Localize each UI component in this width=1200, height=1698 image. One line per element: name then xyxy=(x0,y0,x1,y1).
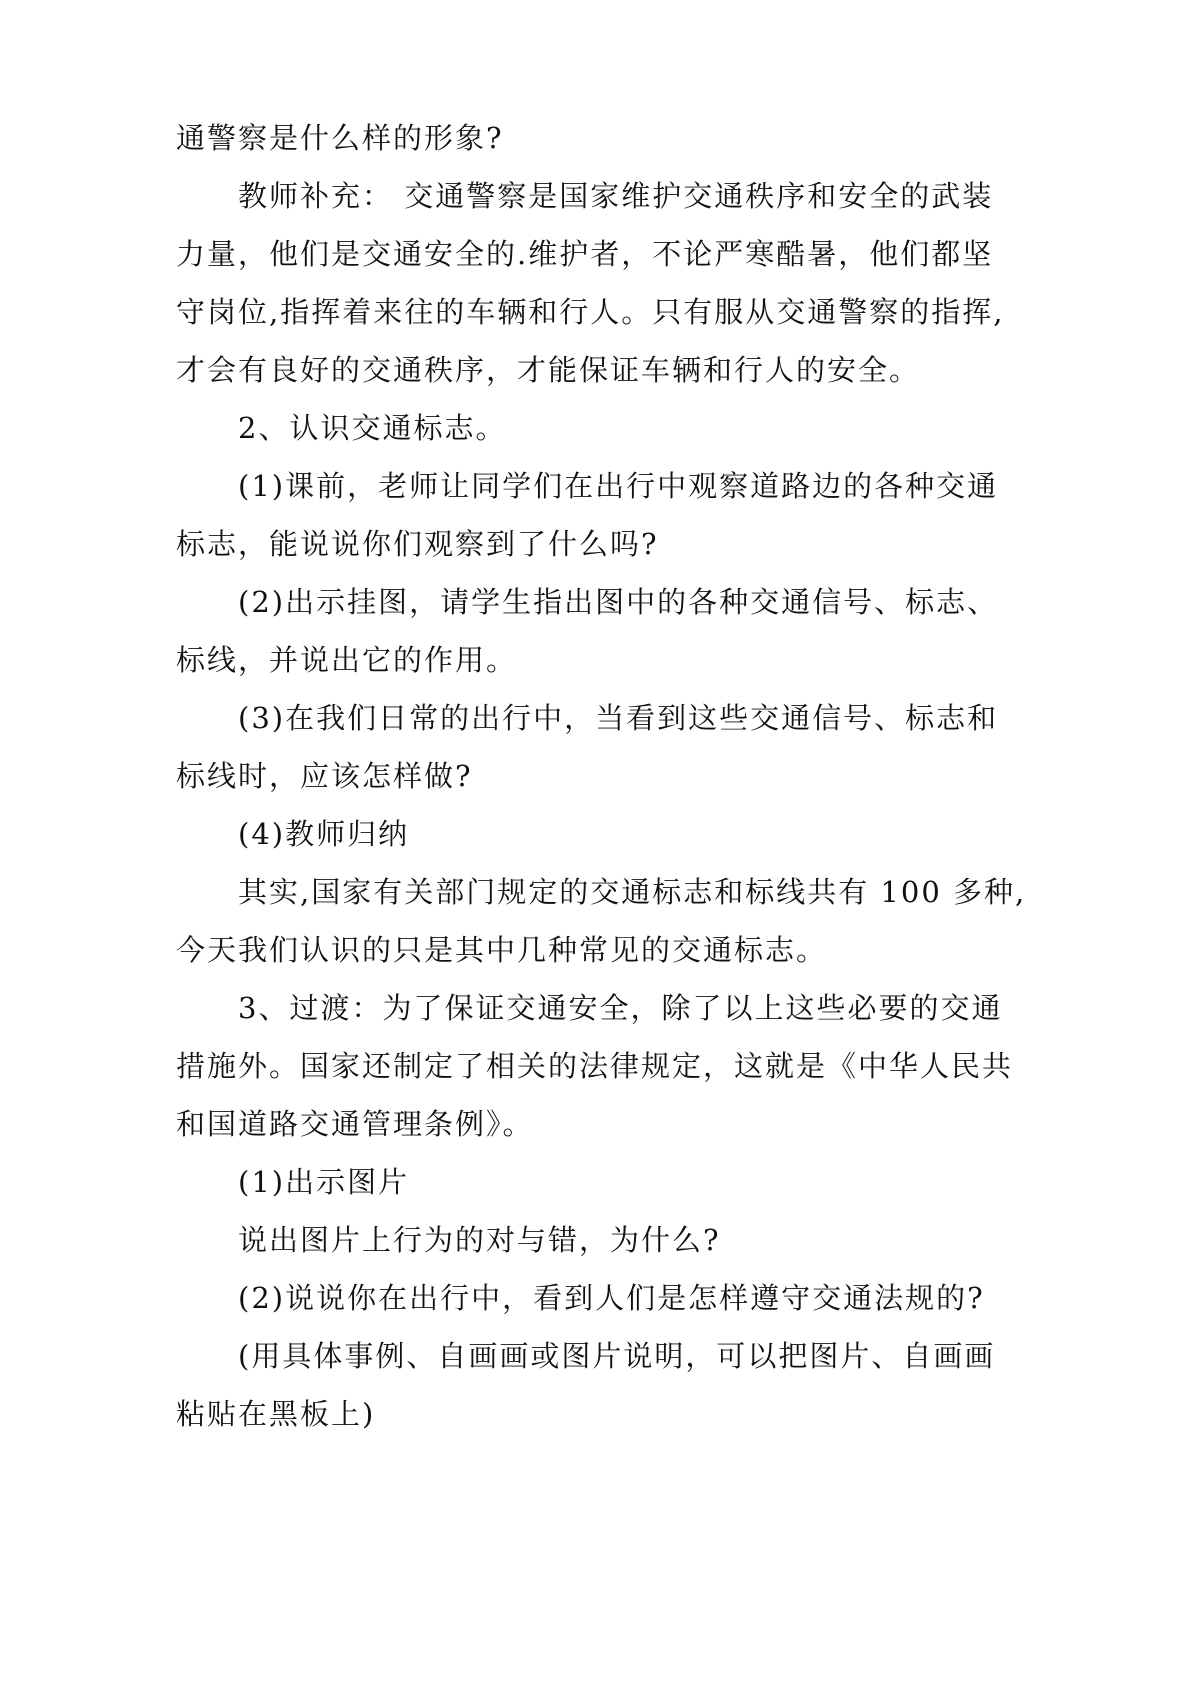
text-line: 通警察是什么样的形象? xyxy=(176,121,504,155)
text-line: 2、认识交通标志。 xyxy=(238,411,507,445)
text-line: (1)出示图片 xyxy=(238,1165,410,1199)
text-line: 今天我们认识的只是其中几种常见的交通标志。 xyxy=(176,933,828,967)
text-line: 说出图片上行为的对与错，为什么? xyxy=(238,1223,721,1257)
text-line: 标线时，应该怎样做? xyxy=(176,759,473,793)
text-line: 标志，能说说你们观察到了什么吗? xyxy=(176,527,659,561)
text-line: 和国道路交通管理条例》。 xyxy=(176,1107,534,1141)
text-line: 才会有良好的交通秩序，才能保证车辆和行人的安全。 xyxy=(176,353,921,387)
text-line: 措施外。国家还制定了相关的法律规定，这就是《中华人民共 xyxy=(176,1049,1014,1083)
text-line: 守岗位,指挥着来往的车辆和行人。只有服从交通警察的指挥, xyxy=(176,295,1005,329)
text-line: 标线，并说出它的作用。 xyxy=(176,643,518,677)
text-line: (1)课前，老师让同学们在出行中观察道路边的各种交通 xyxy=(238,469,999,503)
text-line: 教师补充： 交通警察是国家维护交通秩序和安全的武装 xyxy=(238,179,994,213)
text-line: (用具体事例、自画画或图片说明，可以把图片、自画画 xyxy=(238,1339,996,1373)
text-line: 粘贴在黑板上) xyxy=(176,1397,376,1431)
text-line: (2)说说你在出行中，看到人们是怎样遵守交通法规的? xyxy=(238,1281,985,1315)
text-line: (3)在我们日常的出行中，当看到这些交通信号、标志和 xyxy=(238,701,999,735)
text-line: (2)出示挂图，请学生指出图中的各种交通信号、标志、 xyxy=(238,585,999,619)
text-line: 力量，他们是交通安全的.维护者，不论严寒酷暑，他们都坚 xyxy=(176,237,994,271)
text-line: 3、过渡：为了保证交通安全，除了以上这些必要的交通 xyxy=(238,991,1003,1025)
text-line: 其实,国家有关部门规定的交通标志和标线共有 100 多种, xyxy=(238,875,1027,909)
text-line: (4)教师归纳 xyxy=(238,817,410,851)
